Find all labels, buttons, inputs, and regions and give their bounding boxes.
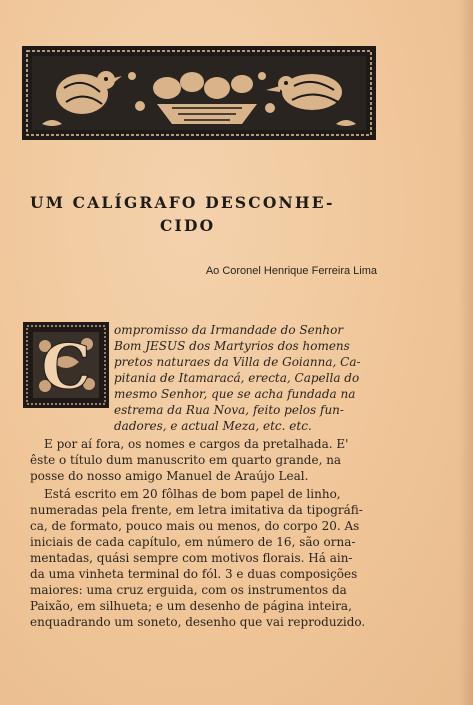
text-line: numeradas pela frente, em letra imitativa da tipográfi-	[30, 503, 363, 517]
text-line: iniciais de cada capítulo, em número de 16, são orna-	[30, 535, 356, 549]
headpiece-ornament	[22, 46, 376, 140]
text-line: pretos naturaes da Villa de Goianna, Ca-	[114, 355, 361, 369]
text-line: maiores: uma cruz erguida, com os instrumentos da	[30, 583, 347, 597]
text-line: Paixão, em silhueta; e um desenho de página inteira,	[30, 599, 352, 613]
text-line: ompromisso da Irmandade do Senhor	[114, 323, 344, 337]
text-line: mesmo Senhor, que se acha fundada na	[114, 387, 356, 401]
page-edge-shadow	[459, 0, 473, 705]
text-line: Bom JESUS dos Martyrios dos homens	[114, 339, 350, 353]
article-title-line2: CIDO	[160, 216, 216, 235]
dropcap-letter: C	[41, 330, 91, 403]
dropcap-ornament	[23, 322, 109, 408]
text-line: pitania de Itamaracá, erecta, Capella do	[114, 371, 360, 385]
article-title-line1: UM CALÍGRAFO DESCONHE-	[30, 193, 335, 212]
dedication: Ao Coronel Henrique Ferreira Lima	[205, 265, 377, 277]
text-line: estrema da Rua Nova, feito pelos fun-	[114, 403, 344, 417]
text-line: enquadrando um soneto, desenho que vai reproduzido.	[30, 615, 366, 629]
text-line: E por aí fora, os nomes e cargos da pretalhada. E'	[44, 437, 349, 451]
text-line: mentadas, quási sempre com motivos florais. Há ain-	[30, 551, 353, 565]
text-line: ca, de formato, pouco mais ou menos, do corpo 20. As	[30, 519, 360, 533]
text-line: Está escrito em 20 fôlhas de bom papel de linho,	[44, 487, 341, 501]
text-line: posse do nosso amigo Manuel de Araújo Leal.	[30, 469, 309, 483]
text-line: da uma vinheta terminal do fól. 3 e duas composições	[30, 567, 358, 581]
text-line: dadores, e actual Meza, etc. etc.	[114, 419, 312, 433]
text-line: êste o título dum manuscrito em quarto grande, na	[30, 453, 342, 467]
